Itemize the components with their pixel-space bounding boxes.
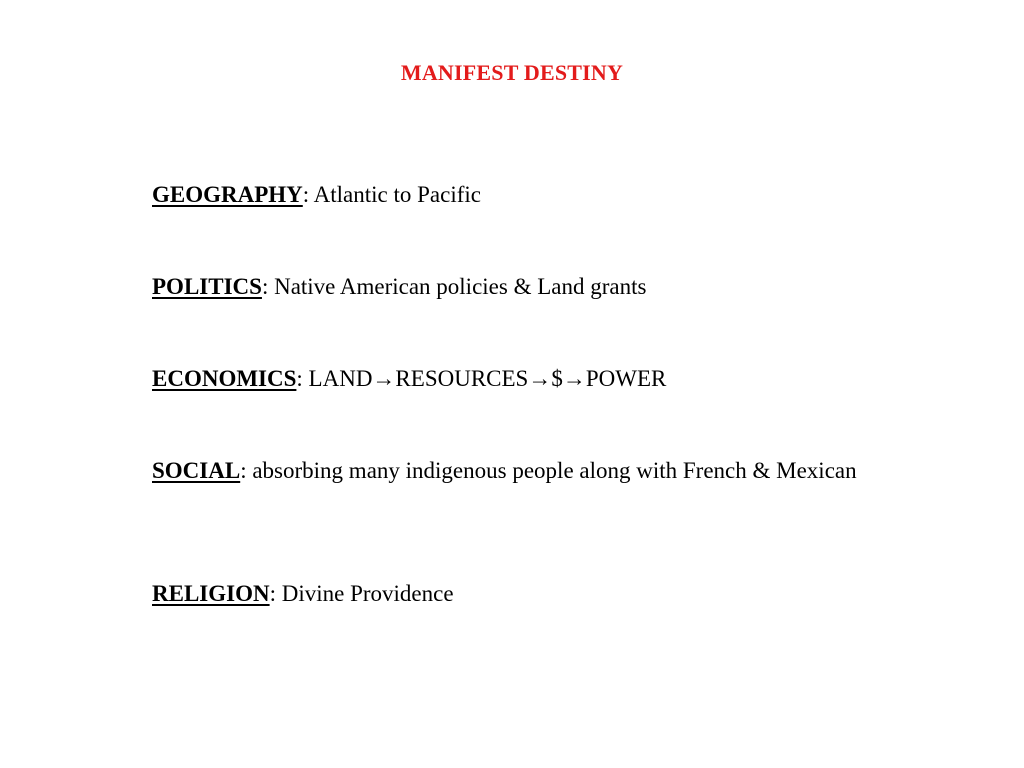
social-term: SOCIAL	[152, 458, 241, 483]
economics-description: : LAND→RESOURCES→$→POWER	[296, 366, 667, 391]
social-item	[152, 455, 892, 486]
politics-item	[152, 271, 892, 302]
religion-item	[152, 578, 892, 609]
religion-description: : Divine Providence	[269, 581, 454, 606]
slide-title: MANIFEST DESTINY	[400, 60, 624, 85]
religion-term: RELIGION	[152, 581, 270, 606]
economics-term: ECONOMICS	[152, 366, 297, 391]
politics-description: : Native American policies & Land grants	[261, 274, 647, 299]
politics-term: POLITICS	[152, 274, 262, 299]
geography-term: GEOGRAPHY	[152, 182, 303, 207]
geography-description: : Atlantic to Pacific	[302, 182, 481, 207]
economics-item	[152, 363, 892, 394]
geography-item	[152, 179, 892, 210]
social-description: : absorbing many indigenous people along with French & Mexican	[240, 458, 857, 483]
